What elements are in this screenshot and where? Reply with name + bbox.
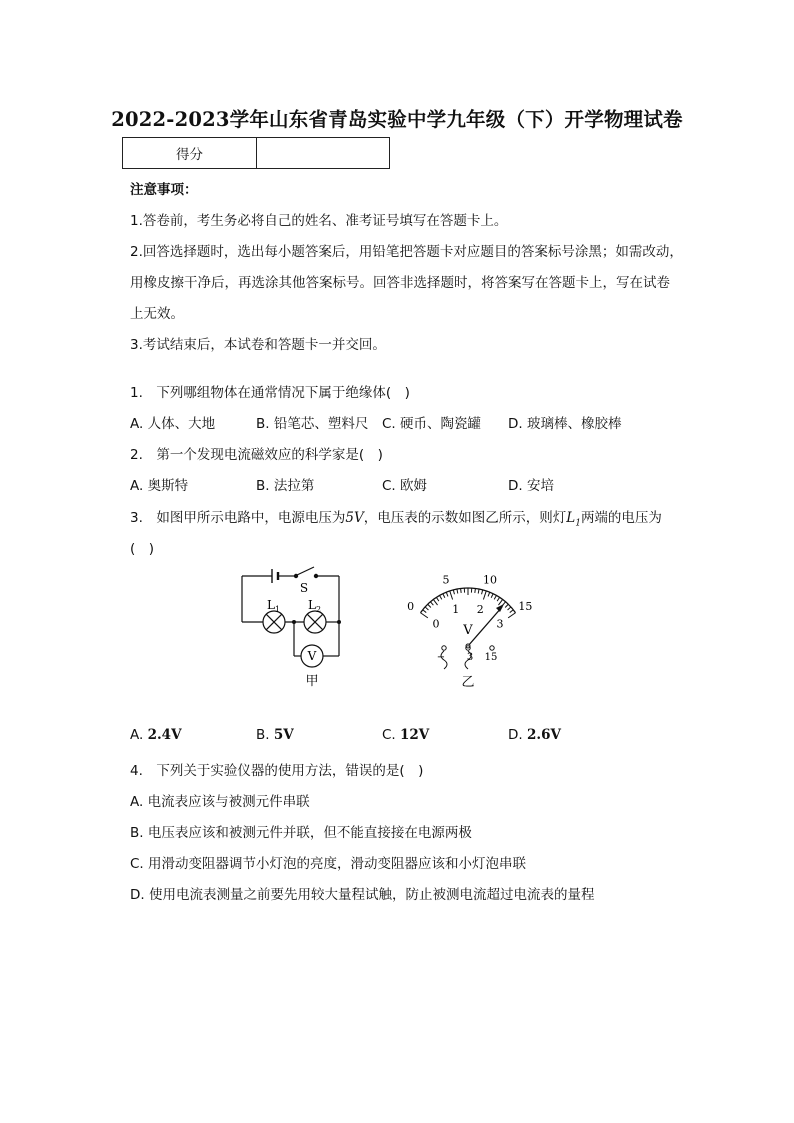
dial-unit-label: V [463, 623, 473, 638]
dial-tick [440, 595, 442, 599]
dial-tick [494, 595, 496, 599]
q3-option-c[interactable]: C. 12V [382, 727, 430, 743]
lamp-l2-label: $L_2$ [308, 598, 322, 614]
dial-inner-label: 1 [452, 602, 460, 616]
q3-option-b[interactable]: B. 5V [256, 727, 294, 743]
terminal-negative-label: − [436, 652, 446, 663]
dial-tick [425, 607, 428, 610]
q2-option-a[interactable]: A. 奥斯特 [130, 478, 189, 494]
dial-tick [498, 599, 502, 605]
dial-tick [430, 602, 433, 605]
dial-tick [457, 589, 458, 593]
q3-option-a[interactable]: A. 2.4V [130, 727, 182, 743]
dial-tick [478, 589, 479, 593]
dial-tick [428, 604, 431, 607]
q3-lamp-sub: 1 [575, 518, 581, 529]
dial-tick [482, 590, 483, 594]
score-value [257, 138, 390, 169]
caption-jia: 甲 [305, 674, 319, 689]
page-title: 2022-2023学年山东省青岛实验中学九年级（下）开学物理试卷 [111, 108, 683, 131]
dial-tick [450, 591, 453, 600]
q4-option-c[interactable]: C. 用滑动变阻器调节小灯泡的亮度，滑动变阻器应该和小灯泡串联 [130, 856, 527, 872]
q3-stem-b: ，电压表的示数如图乙所示，则灯 [363, 510, 567, 526]
q4-stem: 4. 下列关于实验仪器的使用方法，错误的是( ) [130, 763, 424, 779]
dial-outer-label: 10 [483, 573, 498, 587]
q3-lamp: L [566, 510, 576, 526]
dial-tick [508, 613, 515, 618]
q3-stem-c: 两端的电压为 [580, 510, 662, 526]
q1-option-a[interactable]: A. 人体、大地 [130, 416, 216, 432]
dial-tick [446, 592, 448, 596]
q2-option-d[interactable]: D. 安培 [508, 478, 554, 494]
dial-tick [505, 604, 508, 607]
q1-option-c[interactable]: C. 硬币、陶瓷罐 [382, 416, 482, 432]
dial-tick [508, 607, 511, 610]
q2-stem: 2. 第一个发现电流磁效应的科学家是( ) [130, 447, 383, 463]
note-item-3: 3.考试结束后，本试卷和答题卡一并交回。 [130, 337, 386, 353]
switch-label: S [299, 581, 309, 595]
dial-outer-label: 15 [518, 599, 533, 613]
q3-voltage: 5V [345, 510, 364, 526]
dial-tick [436, 597, 438, 601]
dial-inner-label: 3 [496, 617, 504, 631]
q1-option-d[interactable]: D. 玻璃棒、橡胶棒 [508, 416, 622, 432]
dial-inner-label: 0 [432, 617, 440, 631]
note-item-2-end: 上无效。 [130, 306, 184, 322]
circuit-diagram-jia [236, 563, 352, 693]
q2-option-b[interactable]: B. 法拉第 [256, 478, 315, 494]
terminal-3-label: 3 [466, 652, 474, 663]
q1-option-b[interactable]: B. 铅笔芯、塑料尺 [256, 416, 369, 432]
dial-outer-label: 5 [442, 573, 450, 587]
q3-stem-line2: ( ) [130, 541, 155, 557]
caption-yi: 乙 [461, 675, 475, 690]
q3-option-d[interactable]: D. 2.6V [508, 727, 561, 743]
score-label: 得分 [123, 138, 257, 169]
dial-outer-label: 0 [407, 599, 415, 613]
q1-stem: 1. 下列哪组物体在通常情况下属于绝缘体( ) [130, 385, 410, 401]
dial-tick [475, 588, 476, 592]
terminal-15-icon [490, 646, 494, 650]
voltmeter-label: V [307, 649, 317, 663]
dial-inner-label: 2 [476, 602, 484, 616]
dial-tick [510, 610, 514, 613]
score-table [122, 137, 390, 169]
note-item-1: 1.答卷前，考生务必将自己的姓名、准考证号填写在答题卡上。 [130, 213, 508, 229]
voltmeter-dial-yi [378, 563, 558, 693]
dial-tick [483, 591, 486, 600]
q3-stem-a: 3. 如图甲所示电路中，电源电压为 [130, 510, 346, 526]
notes-heading: 注意事项： [130, 182, 198, 198]
note-item-2: 2.回答选择题时，选出每小题答案后，用铅笔把答题卡对应题目的答案标号涂黑；如需改动， [130, 244, 683, 260]
terminal-15-label: 15 [484, 652, 498, 663]
dial-tick [420, 613, 427, 618]
lamp-l1-label: $L_1$ [267, 598, 281, 614]
dial-tick [433, 599, 437, 605]
dial-tick [443, 594, 445, 598]
dial-tick [491, 594, 493, 598]
note-item-2-cont: 用橡皮擦干净后，再选涂其他答案标号。回答非选择题时，将答案写在答题卡上，写在试卷 [130, 275, 670, 291]
dial-tick [461, 588, 462, 592]
dial-tick [488, 592, 490, 596]
q3-stem [130, 506, 662, 529]
q2-option-c[interactable]: C. 欧姆 [382, 478, 428, 494]
dial-tick [453, 590, 454, 594]
dial-tick [497, 597, 499, 601]
terminal-negative-icon [442, 646, 446, 650]
q4-option-d[interactable]: D. 使用电流表测量之前要先用较大量程试触，防止被测电流超过电流表的量程 [130, 887, 595, 903]
q4-option-a[interactable]: A. 电流表应该与被测元件串联 [130, 794, 310, 810]
q4-option-b[interactable]: B. 电压表应该和被测元件并联，但不能直接接在电源两极 [130, 825, 472, 841]
needle-tip [496, 604, 504, 612]
dial-tick [423, 610, 427, 613]
